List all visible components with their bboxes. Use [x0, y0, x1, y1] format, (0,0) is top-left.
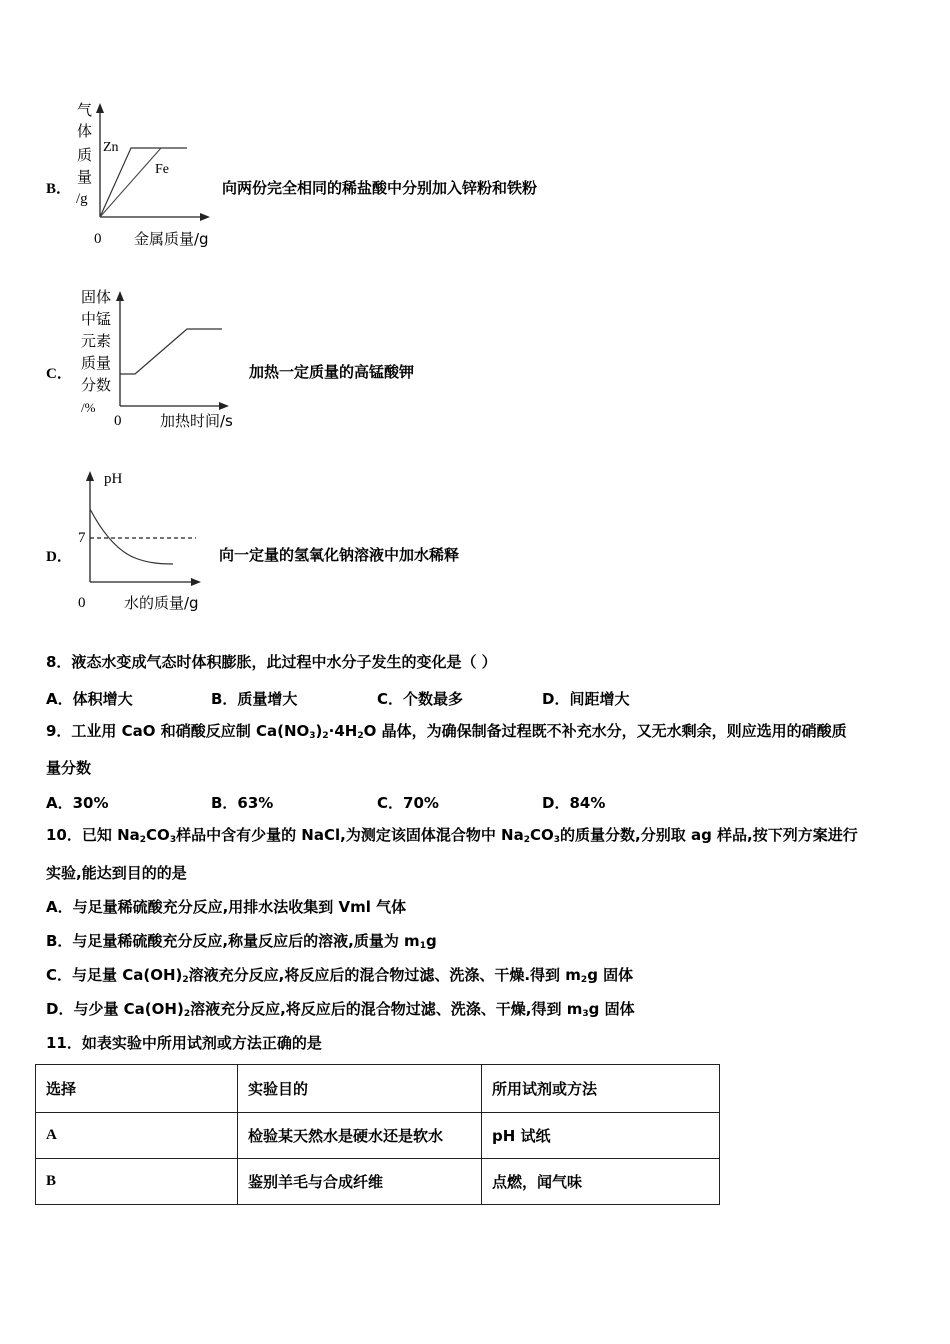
q10-choice-a: A．与足量稀硫酸充分反应,用排水法收集到 Vml 气体	[46, 898, 407, 916]
q8-stem: 8．液态水变成气态时体积膨胀，此过程中水分子发生的变化是（ ）	[46, 653, 497, 671]
chart-c-x-label: 加热时间/s	[160, 412, 233, 430]
q10-stem-line2: 实验,能达到目的的是	[46, 864, 187, 882]
option-c-caption: 加热一定质量的高锰酸钾	[249, 363, 415, 381]
table-cell: A	[36, 1113, 238, 1159]
table-header-cell: 所用试剂或方法	[482, 1065, 720, 1113]
chart-d-y-label: pH	[104, 471, 123, 487]
option-b-caption: 向两份完全相同的稀盐酸中分别加入锌粉和铁粉	[222, 179, 538, 197]
option-d-caption: 向一定量的氢氧化钠溶液中加水稀释	[219, 546, 460, 564]
q9-stem-line2: 量分数	[46, 759, 92, 777]
chart-b-x-label: 金属质量/g	[134, 230, 209, 248]
q10-stem-line1: 10．已知 $Na_2CO_3$样品中含有少量的 NaCl,为测定该固体混合物中 $Na_2CO_3$的质量分数,分别取 ag 样品,按下列方案进行	[46, 826, 858, 845]
series-label-zn: Zn	[103, 140, 119, 155]
chart-c-origin: 0	[114, 413, 122, 429]
table-cell: 点燃，闻气味	[482, 1159, 720, 1205]
table-cell: 检验某天然水是硬水还是软水	[238, 1113, 482, 1159]
table-row	[36, 1113, 720, 1159]
chart-d	[0, 0, 950, 620]
option-c-letter: C．	[46, 366, 72, 382]
chart-b-origin: 0	[94, 231, 102, 247]
q10-choice-c: C．与足量 $Ca(OH)_2$溶液充分反应,将反应后的混合物过滤、洗涤、干燥.得到 $m_2g$ 固体	[46, 966, 634, 985]
chart-d-ref-label: 7	[78, 530, 86, 546]
q8-choice-a: A．体积增大	[46, 690, 133, 708]
q8-choice-d: D．间距增大	[542, 690, 630, 708]
q9-choice-b: B．63%	[211, 794, 274, 812]
q9-choice-c: C．70%	[377, 794, 439, 812]
q11-stem: 11．如表实验中所用试剂或方法正确的是	[46, 1034, 322, 1052]
table-row	[36, 1159, 720, 1205]
table-cell: 鉴别羊毛与合成纤维	[238, 1159, 482, 1205]
table-header-cell: 实验目的	[238, 1065, 482, 1113]
table-header-cell: 选择	[36, 1065, 238, 1113]
q9-choice-a: A．30%	[46, 794, 109, 812]
q10-choice-d: D．与少量 $Ca(OH)_2$溶液充分反应,将反应后的混合物过滤、洗涤、干燥,得到 $m_3g$ 固体	[46, 1000, 635, 1019]
table-cell: pH 试纸	[482, 1113, 720, 1159]
series-label-fe: Fe	[155, 162, 169, 177]
chart-d-origin: 0	[78, 595, 86, 611]
q9-stem-line1: 9．工业用 CaO 和硝酸反应制 $Ca(NO_3)_2\cdot 4H_2O$ 晶体，为确保制备过程既不补充水分，又无水剩余，则应选用的硝酸质	[46, 722, 847, 741]
q8-choice-b: B．质量增大	[211, 690, 298, 708]
option-d-letter: D．	[46, 549, 72, 565]
q10-choice-b: B．与足量稀硫酸充分反应,称量反应后的溶液,质量为 $m_1g$	[46, 932, 437, 951]
table-cell: B	[36, 1159, 238, 1205]
q11-table	[35, 1064, 720, 1205]
q8-choice-c: C．个数最多	[377, 690, 464, 708]
table-header-row	[36, 1065, 720, 1113]
q9-choice-d: D．84%	[542, 794, 606, 812]
option-b-letter: B．	[46, 181, 72, 197]
chart-d-x-label: 水的质量/g	[124, 594, 199, 612]
